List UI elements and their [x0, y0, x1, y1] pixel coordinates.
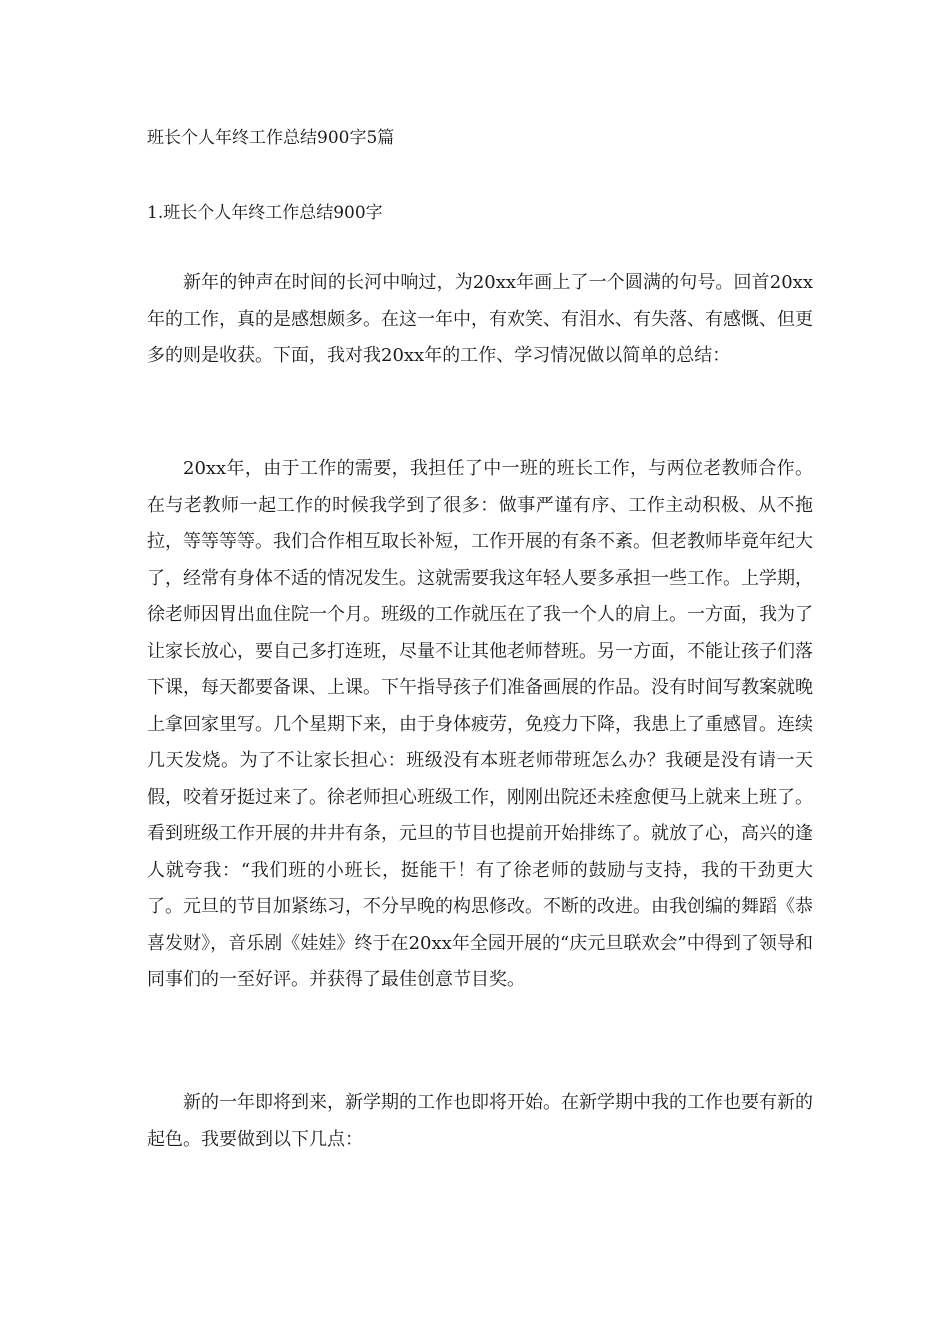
paragraph-new-term: 新的一年即将到来，新学期的工作也即将开始。在新学期中我的工作也要有新的起色。我要做到以下几点：: [147, 1092, 813, 1150]
document-title: 班长个人年终工作总结900字5篇: [147, 128, 395, 148]
paragraph-intro: 新年的钟声在时间的长河中响过，为20xx年画上了一个圆满的句号。回首20xx年的工作，真的是感想颇多。在这一年中，有欢笑、有泪水、有失落、有感慨、但更多的则是收获。下面，我对我20xx年的工作、学习情况做以简单的总结：: [147, 272, 813, 366]
paragraph-work-review: 20xx年，由于工作的需要，我担任了中一班的班长工作，与两位老教师合作。在与老教师一起工作的时候我学到了很多：做事严谨有序、工作主动积极、从不拖拉，等等等等。我们合作相互取长补短，工作开展的有条不紊。但老教师毕竟年纪大了，经常有身体不适的情况发生。这就需要我这年轻人要多承担一些工作。上学期，徐老师因胃出血住院一个月。班级的工作就压在了我一个人的肩上。一方面，我为了让家长放心，要自己多打连班，尽量不让其他老师替班。另一方面，不能让孩子们落下课，每天都要备课、上课。下午指导孩子们准备画展的作品。没有时间写教案就晚上拿回家里写。几个星期下来，由于身体疲劳，免疫力下降，我患上了重感冒。连续几天发烧。为了不让家长担心：班级没有本班老师带班怎么办？我硬是没有请一天假，咬着牙挺过来了。徐老师担心班级工作，刚刚出院还未痊愈便马上就来上班了。看到班级工作开展的井井有条，元旦的节目也提前开始排练了。就放了心，高兴的逢人就夸我：“我们班的小班长，挺能干！有了徐老师的鼓励与支持，我的干劲更大了。元旦的节目加紧练习，不分早晚的构思修改。不断的改进。由我创编的舞蹈《恭喜发财》，音乐剧《娃娃》终于在20xx年全园开展的“庆元旦联欢会”中得到了领导和同事们的一至好评。并获得了最佳创意节目奖。: [147, 458, 813, 990]
section-heading: 1.班长个人年终工作总结900字: [147, 203, 383, 223]
